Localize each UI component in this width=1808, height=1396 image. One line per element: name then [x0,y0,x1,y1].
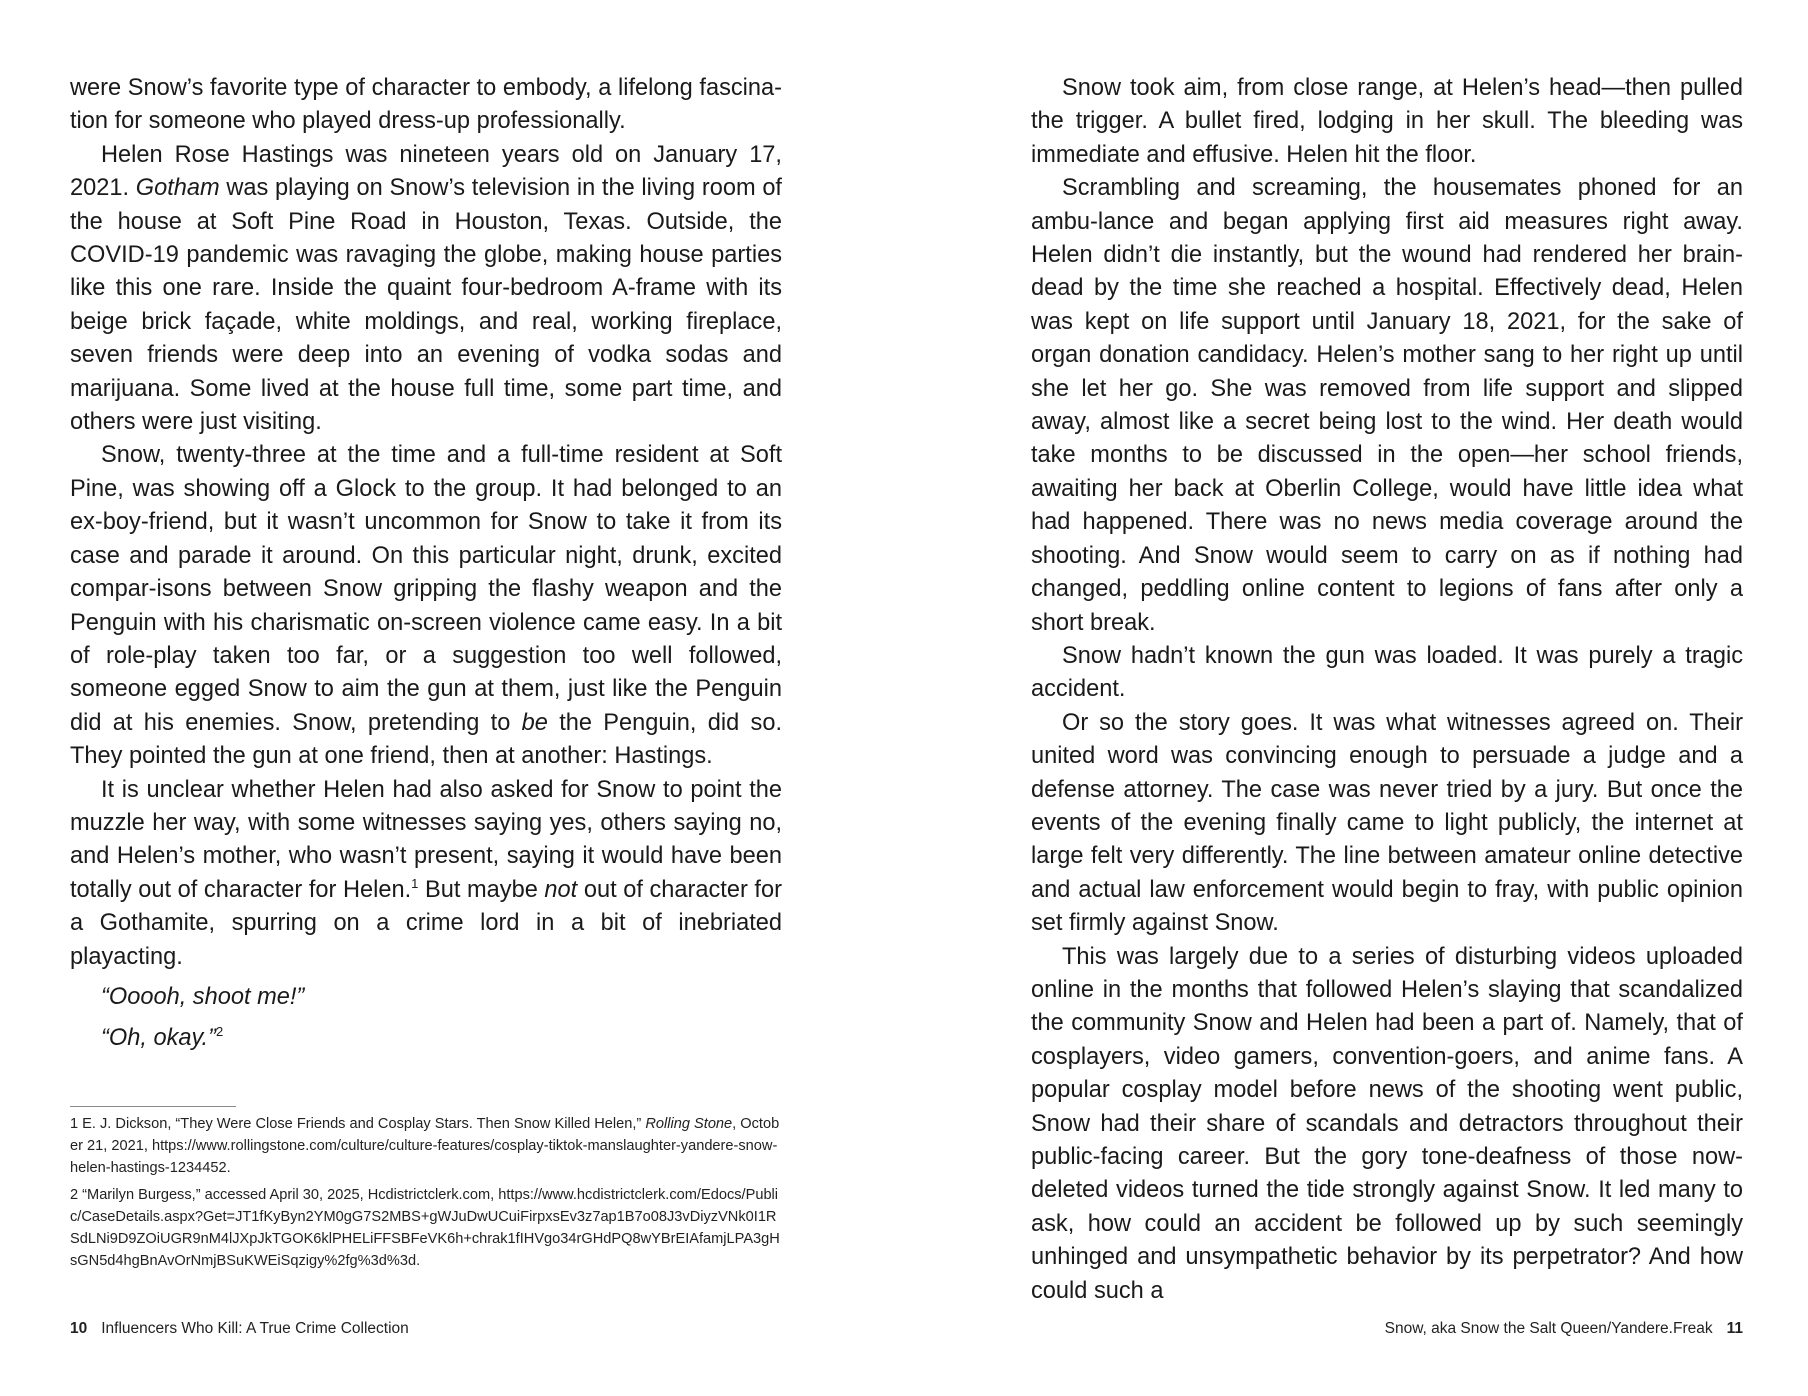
paragraph [70,139,782,440]
footnote-text: 1 E. J. Dickson, “They Were Close Friends and Cosplay Stars. Then Snow Killed Helen,” [70,1116,646,1132]
show-title: Gotham [135,175,220,202]
paragraph-text: It is unclear whether Helen had also asked for Snow to point the muzzle her way, with some witnesses saying yes, others saying no, and Helen’s mother, who wasn’t present, saying it would have been totally out of character for Helen. [70,776,782,903]
running-footer [70,1320,409,1338]
paragraph: were Snow’s favorite type of character to embody, a lifelong fascina-tion for someone who played dress-up professionally. [70,75,782,135]
running-footer [1385,1320,1743,1338]
footnotes [70,1114,782,1279]
paragraph: Snow took aim, from close range, at Helen’s head—then pulled the trigger. A bullet fired, lodging in her skull. The bleeding was immediate and effusive. Helen hit the floor. [1031,75,1743,168]
footnote-text: , October 21, 2021, https://www.rollingstone.com/culture/culture-features/cosplay-tiktok-manslaughter-yandere-snow-helen-hastings-1234452. [70,1116,780,1176]
chapter-title: Snow, aka Snow the Salt Queen/Yandere.Freak [1384,1320,1713,1337]
paragraph: This was largely due to a series of disturbing videos uploaded online in the months that followed Helen’s slaying that scandalized the community Snow and Helen had been a part of. Namely, that of cosplayers, video gamers, convention-goers, and anime fans. A popular cosplay model before news of the shooting went public, Snow had their share of scandals and detractors throughout their public-facing career. But the gory tone-deafness of those now-deleted videos turned the tide strongly against Snow. It led many to ask, how could an accident be followed up by such seemingly unhinged and unsympathetic behavior by its perpetrator? And how could such a [1031,943,1743,1304]
quote-line [70,1022,782,1055]
dialogue-quotes [70,981,782,1055]
paragraph: Scrambling and screaming, the housemates phoned for an ambu-lance and began applying first aid measures right away. Helen didn’t die instantly, but the wound had rendered her brain-dead by the time she reached a hospital. Effectively dead, Helen was kept on life support until January 18, 2021, for the sake of organ donation candidacy. Helen’s mother sang to her right up until she let her go. She was removed from life support and slipped away, almost like a secret being lost to the wind. Her death would take months to be discussed in the open—her school friends, awaiting her back at Oberlin College, would have little idea what had happened. There was no news media coverage around the shooting. And Snow would seem to carry on as if nothing had changed, peddling online content to legions of fans after only a short break. [1031,175,1743,636]
quote-text: “Ooooh, shoot me!” [101,983,305,1010]
paragraph-text: But maybe [418,876,545,903]
page-number: 10 [70,1320,88,1337]
right-body-text [1031,72,1743,1308]
footnote-ref: 1 [411,875,419,891]
emphasis: be [521,709,548,736]
paragraph-text: Helen Rose Hastings was nineteen years old on January 17, 2021. [70,141,782,202]
paragraph: Or so the story goes. It was what witnesses agreed on. Their united word was convincing enough to persuade a judge and a defense attorney. The case was never tried by a jury. But once the events of the evening finally came to light publicly, the internet at large felt very differently. The line between amateur online detective and actual law enforcement would begin to fray, with public opinion set firmly against Snow. [1031,709,1743,937]
paragraph-text: the Penguin, did so. They pointed the gun at one friend, then at another: Hastings. [70,709,782,770]
left-body-text [70,72,782,1063]
left-page [70,0,782,1396]
publication-title: Rolling Stone [645,1116,733,1132]
footnote [70,1114,782,1179]
paragraph-text: Snow, twenty-three at the time and a full-time resident at Soft Pine, was showing off a Glock to the group. It had belonged to an ex-boy-friend, but it wasn’t uncommon for Snow to take it from its case and parade it around. On this particular night, drunk, excited compar-isons between Snow gripping the flashy weapon and the Penguin with his charismatic on-screen violence came easy. In a bit of role-play taken too far, or a suggestion too well followed, someone egged Snow to aim the gun at them, just like the Penguin did at his enemies. Snow, pretending to [70,442,782,736]
footnote-divider [70,1106,236,1107]
footnote: 2 “Marilyn Burgess,” accessed April 30, 2025, Hcdistrictclerk.com, https://www.hcdistrictclerk.com/Edocs/Public/CaseDetails.aspx?Get=JT1fKyByn2YM0gG7S2MBS+gWJuDwUCuiFirpxsEv3z7ap1B7o08J3vDiyzVNk0I1RSdLNi9D9ZOiUGR9nM4lJXpJkTGOK6klPHELiFFSBFeVK6h+chrak1fIHVgo34rGHdPQ8wYBrEIAfamjLPA3gHsGN5d4hgBnAvOrNmjBSuKWEiSqzigy%2fg%3d%3d. [70,1187,780,1269]
page-number: 11 [1726,1320,1743,1337]
paragraph-text: was playing on Snow’s television in the living room of the house at Soft Pine Road in Houston, Texas. Outside, the COVID-19 pandemic was ravaging the globe, making house parties like this one rare. Inside the quaint four-bedroom A-frame with its beige brick façade, white moldings, and real, working fireplace, seven friends were deep into an evening of vodka sodas and marijuana. Some lived at the house full time, some part time, and others were just visiting. [70,175,782,436]
paragraph-text: out of character for a Gothamite, spurring on a crime lord in a bit of inebriated playacting. [70,876,782,970]
paragraph: Snow hadn’t known the gun was loaded. It was purely a tragic accident. [1031,642,1743,703]
book-title: Influencers Who Kill: A True Crime Collection [101,1320,409,1337]
paragraph [70,439,782,773]
quote-line [70,981,782,1014]
quote-text: “Oh, okay.” [101,1024,216,1051]
emphasis: not [544,876,578,903]
paragraph [70,774,782,974]
right-page [1031,0,1743,1396]
footnote-ref: 2 [215,1023,224,1039]
